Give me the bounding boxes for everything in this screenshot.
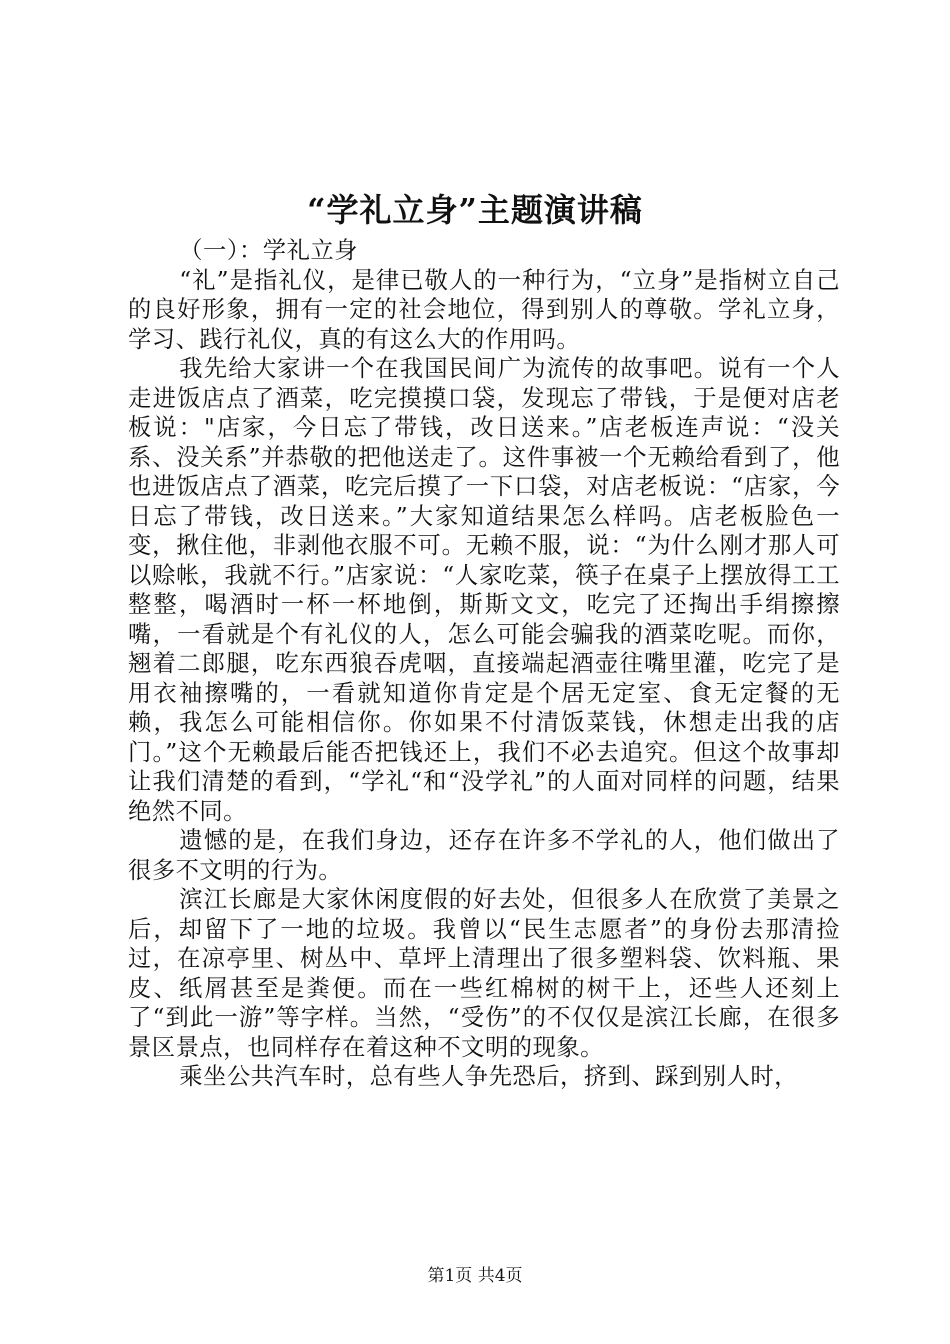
paragraph: 我先给大家讲一个在我国民间广为流传的故事吧。说有一个人走进饭店点了酒菜，吃完摸摸口袋，发现忘了带钱，于是便对店老板说："店家，今日忘了带钱，改日送来。”店老板连声说：“没关系、没关系”并恭敬的把他送走了。这件事被一个无赖给看到了，他也进饭店点了酒菜，吃完后摸了一下口袋，对店老板说：“店家，今日忘了带钱，改日送来。”大家知道结果怎么样吗。店老板脸色一变，揪住他，非剥他衣服不可。无赖不服，说：“为什么刚才那人可以赊帐，我就不行。”店家说：“人家吃菜，筷子在桌子上摆放得工工整整，喝酒时一杯一杯地倒，斯斯文文，吃完了还掏出手绢擦擦嘴，一看就是个有礼仪的人，怎么可能会骗我的酒菜吃呢。而你，翘着二郎腿，吃东西狼吞虎咽，直接端起酒壶往嘴里灌，吃完了是用衣袖擦嘴的，一看就知道你肯定是个居无定室、食无定餐的无赖，我怎么可能相信你。你如果不付清饭菜钱，休想走出我的店门。”这个无赖最后能否把钱还上，我们不必去追究。但这个故事却让我们清楚的看到，“学礼“和“没学礼”的人面对同样的问题，结果绝然不同。 <box>128 355 840 825</box>
paragraph: “礼”是指礼仪，是律已敬人的一种行为，“立身”是指树立自己的良好形象，拥有一定的社会地位，得到别人的尊敬。学礼立身，学习、践行礼仪，真的有这么大的作用吗。 <box>128 266 840 353</box>
section-heading: （一）：学礼立身 <box>179 237 358 264</box>
paragraph: 滨江长廊是大家休闲度假的好去处，但很多人在欣赏了美景之后，却留下了一地的垃圾。我曾以“民生志愿者”的身份去那清捡过，在凉亭里、树丛中、草坪上清理出了很多塑料袋、饮料瓶、果皮、纸屑甚至是粪便。而在一些红棉树的树干上，还些人还刻上了“到此一游”等字样。当然，“受伤”的不仅仅是滨江长廊，在很多景区景点，也同样存在着这种不文明的现象。 <box>128 886 840 1061</box>
paragraph: 乘坐公共汽车时，总有些人争先恐后，挤到、踩到别人时， <box>179 1063 798 1090</box>
paragraph: 遗憾的是，在我们身边，还存在许多不学礼的人，他们做出了很多不文明的行为。 <box>128 827 840 884</box>
document-body <box>128 236 840 1092</box>
page-footer: 第1页 共4页 <box>427 1266 523 1286</box>
document-title: “学礼立身”主题演讲稿 <box>307 191 643 229</box>
